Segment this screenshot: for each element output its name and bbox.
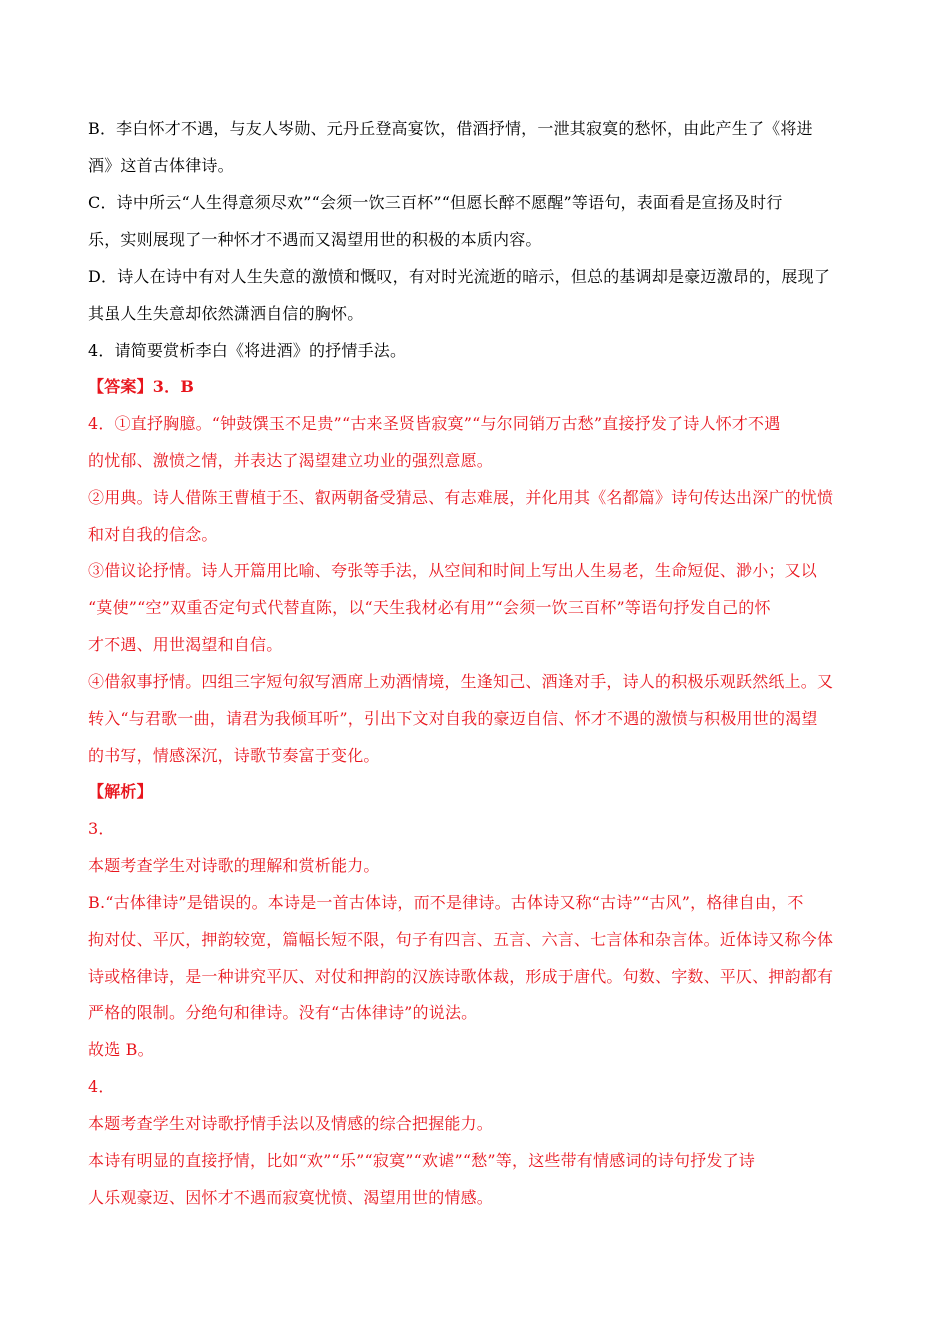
option-c-line-2: 乐，实则展现了一种怀才不遇而又渴望用世的积极的本质内容。 <box>88 230 542 249</box>
answer-4-line-3: ②用典。诗人借陈王曹植于丕、叡两朝备受猜忌、有志难展，并化用其《名都篇》诗句传达出深广的忧愤 <box>88 488 834 507</box>
analysis-heading: 【解析】 <box>88 782 153 801</box>
analysis-3-line-3: 拘对仗、平仄，押韵较宽，篇幅长短不限，句子有四言、五言、六言、七言体和杂言体。近体诗又称今体 <box>88 930 834 949</box>
analysis-3-conclusion: 故选 B。 <box>88 1040 154 1059</box>
analysis-4-number: 4． <box>88 1077 115 1096</box>
option-c-line-1: C．诗中所云“人生得意须尽欢”“会须一饮三百杯”“但愿长醉不愿醒”等语句，表面看是宣扬及时行 <box>88 193 783 212</box>
analysis-3-line-5: 严格的限制。分绝句和律诗。没有“古体律诗”的说法。 <box>88 1003 478 1022</box>
analysis-4-line-1: 本题考查学生对诗歌抒情手法以及情感的综合把握能力。 <box>88 1114 494 1133</box>
option-d-line-2: 其虽人生失意却依然潇洒自信的胸怀。 <box>88 304 364 323</box>
answer-4-line-6: “莫使”“空”双重否定句式代替直陈，以“天生我材必有用”“会须一饮三百杯”等语句抒发自己的怀 <box>88 598 771 617</box>
option-b-line-1: B．李白怀才不遇，与友人岑勋、元丹丘登高宴饮，借酒抒情，一泄其寂寞的愁怀，由此产生了《将进 <box>88 119 813 138</box>
answer-4-line-9: 转入“与君歌一曲，请君为我倾耳听”，引出下文对自我的豪迈自信、怀才不遇的激愤与积极用世的渴望 <box>88 709 818 728</box>
answer-4-line-8: ④借叙事抒情。四组三字短句叙写酒席上劝酒情境，生逢知己、酒逢对手，诗人的积极乐观跃然纸上。又 <box>88 672 834 691</box>
answer-4-line-5: ③借议论抒情。诗人开篇用比喻、夸张等手法，从空间和时间上写出人生易老，生命短促、渺小；又以 <box>88 561 818 580</box>
question-4: 4．请简要赏析李白《将进酒》的抒情手法。 <box>88 341 407 360</box>
answer-heading: 【答案】3．B <box>88 377 195 396</box>
answer-4-line-2: 的忧郁、激愤之情，并表达了渴望建立功业的强烈意愿。 <box>88 451 494 470</box>
analysis-3-line-2: B.“古体律诗”是错误的。本诗是一首古体诗，而不是律诗。古体诗又称“古诗”“古风”，格律自由，不 <box>88 893 804 912</box>
option-d-line-1: D．诗人在诗中有对人生失意的激愤和慨叹，有对时光流逝的暗示，但总的基调却是豪迈激昂的，展现了 <box>88 267 831 286</box>
analysis-4-line-3: 人乐观豪迈、因怀才不遇而寂寞忧愤、渴望用世的情感。 <box>88 1188 494 1207</box>
answer-4-line-1: 4．①直抒胸臆。“钟鼓馔玉不足贵”“古来圣贤皆寂寞”“与尔同销万古愁”直接抒发了诗人怀才不遇 <box>88 414 781 433</box>
analysis-3-line-4: 诗或格律诗，是一种讲究平仄、对仗和押韵的汉族诗歌体裁，形成于唐代。句数、字数、平仄、押韵都有 <box>88 967 834 986</box>
answer-4-line-7: 才不遇、用世渴望和自信。 <box>88 635 283 654</box>
option-b-line-2: 酒》这首古体律诗。 <box>88 156 234 175</box>
analysis-4-line-2: 本诗有明显的直接抒情，比如“欢”“乐”“寂寞”“欢谑”“愁”等，这些带有情感词的诗句抒发了诗 <box>88 1151 755 1170</box>
answer-4-line-4: 和对自我的信念。 <box>88 525 218 544</box>
analysis-3-line-1: 本题考查学生对诗歌的理解和赏析能力。 <box>88 856 380 875</box>
answer-4-line-10: 的书写，情感深沉，诗歌节奏富于变化。 <box>88 746 380 765</box>
analysis-3-number: 3． <box>88 819 115 838</box>
